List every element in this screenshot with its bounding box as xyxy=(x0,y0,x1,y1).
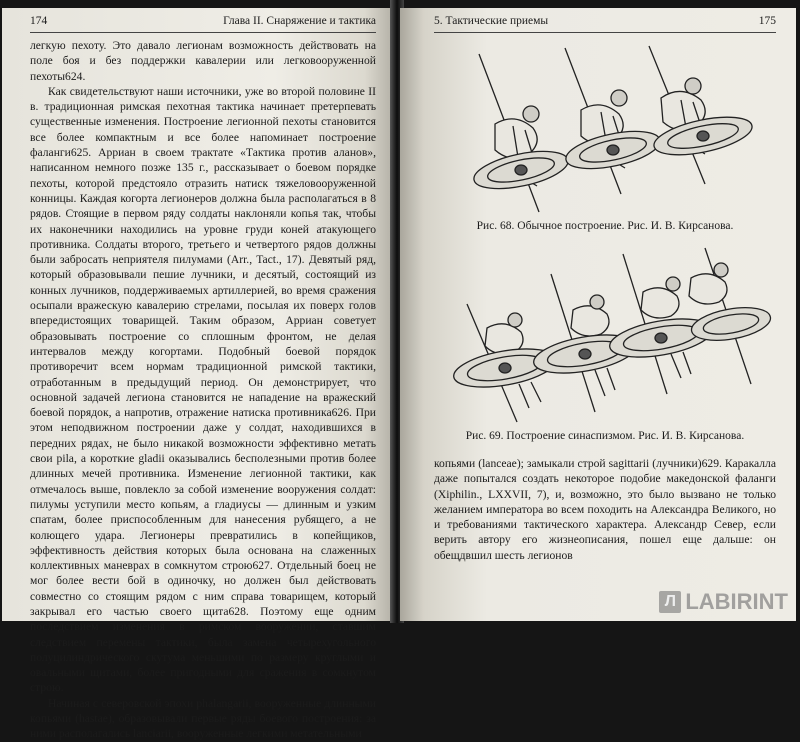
figure-69-caption: Рис. 69. Построение синаспизмом. Рис. И. В. Кирсанова. xyxy=(465,430,745,442)
watermark-logo-icon: Л xyxy=(659,591,681,613)
right-paragraph-1: копьями (lanceae); замыкали строй sagittarii (лучники)629. Каракалла даже попытался создать некоторое подобие македонской фаланги (Xiphilin., LXXVII, 7), и, возможно, это было вызвано не только желанием императора во всем походить на Александра Великого, но и требованиями тактического характера. Александр Север, если верить автору его жизнеописания, пошел еще дальше: он обещдвшил шесть легионов xyxy=(434,457,776,562)
labirint-watermark xyxy=(659,589,788,615)
left-page-number: 174 xyxy=(30,15,48,27)
right-running-title: 5. Тактические приемы xyxy=(434,15,549,27)
figure-69-illustration xyxy=(435,244,775,424)
right-page xyxy=(400,8,796,621)
left-paragraph-2: Как свидетельствуют наши источники, уже во второй половине II в. традиционная римская пехотная тактика начинает претерпевать существенные изменения. Построение легионной пехоты становится все более компактным и все более напоминает построение фаланги625. Арриан в своем трактате «Тактика против аланов», написанном немного позже 135 г., рассказывает о боевом порядке пехоты, которой предстояло отразить натиск тяжеловооруженной конницы. Каждая когорта легионеров должна была располагаться в 8 рядов. Стоящие в первом ряду солдаты наклоняли копья так, чтобы их наконечники находились на уровне груди коней атакующего противника. Солдаты второго, третьего и четвертого рядов должны были забросать неприятеля пилумами (Arr., Tact., 17). Девятый ряд, который образовывали пешие лучники, и десятый, состоящий из конных лучников, поддерживаемых артиллерией, во время сражения осыпали вражескую кавалерию стрелами, посылая их поверх голов впередистоящих товарищей. Таким образом, Арриан советует образовывать построение со сплошным фронтом, не делая интервалов между когортами. Подобный боевой порядок противоречит всем нормам традиционной римской тактики, отработанным в предыдущий период. Он демонстрирует, что основной задачей легиона становится не нападение на вражеский боевой порядок, а напротив, отражение натиска противника626. При этом неподвижном построении даже у солдат, находившихся в передних рядах, не было никакой возможности эффективно метать свои pila, а короткие gladii оказывались бесполезными против более длинных мечей противника. Изменение легионной тактики, как отмечалось выше, повлекло за собой изменение вооружения солдат: пилумы уступили место копьям, а гладиусы — длинным и узким спатам, более приспособленным для нанесения рубящего, а не колющего удара. Легионеры превратились в копейщиков, эффективность действия которых была основана на слаженных коллективных маневрах в сомкнутом строю627. Отдельный боец не мог более вести бой в одиночку, но должен был действовать совместно со стоящим рядом с ним справа товарищем, который закрывал его частью своего щита628. Поэтому еще одним последствием изменения в римском вооружении, ставшим следствием перемены тактики, была замена четырехугольного полуцилиндрического скутума меньшими по размеру круглыми и овальными щитами, более пригодными для сражения в сомкнутом строю. xyxy=(30,84,376,695)
watermark-text: LABIRINT xyxy=(685,589,788,614)
left-paragraph-1: легкую пехоту. Это давало легионам возможность действовать на поле боя и без поддержки кавалерии или легковооруженной пехоты624. xyxy=(30,39,376,83)
figure-68-caption: Рис. 68. Обычное построение. Рис. И. В. Кирсанова. xyxy=(476,220,734,232)
left-running-title: Глава II. Снаряжение и тактика xyxy=(223,15,376,27)
left-body-text xyxy=(30,38,376,742)
figure-68-illustration xyxy=(435,44,775,214)
right-running-head xyxy=(434,12,776,33)
left-page xyxy=(2,8,392,741)
left-running-head xyxy=(30,12,376,33)
right-page-number: 175 xyxy=(758,15,776,27)
right-body-text xyxy=(434,456,776,563)
left-paragraph-3: Начиная с северовской эпохи phalangarii, вооруженные длинными копьями (hastae), образовывали первые ряды боевого построения: за ними располагались lanciarii, вооруженные легкими метательными xyxy=(30,696,376,741)
